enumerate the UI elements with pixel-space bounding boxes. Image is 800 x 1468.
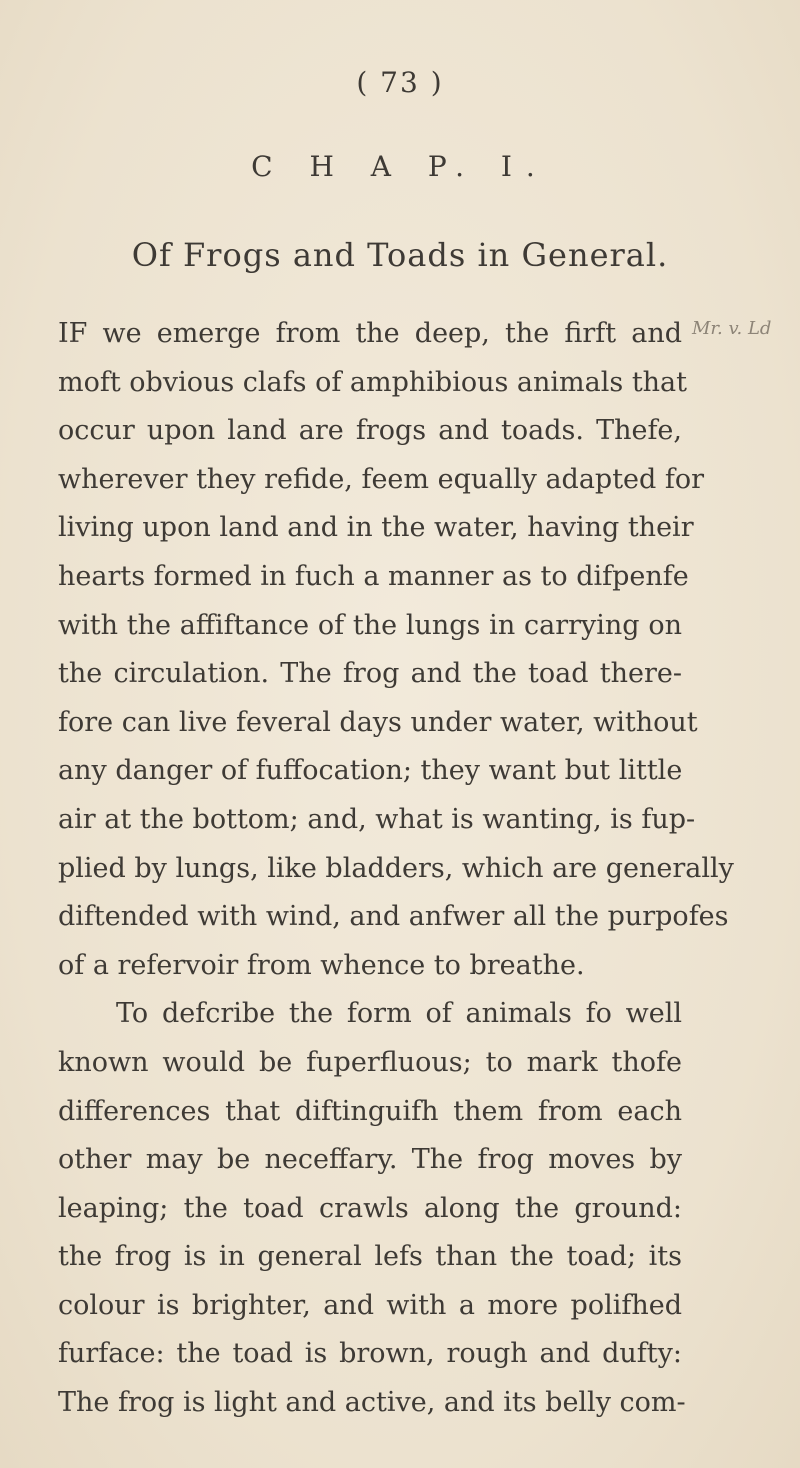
text-line: The frog is light and active, and its belly com- <box>58 1387 686 1419</box>
text-line: plied by lungs, like bladders, which are generally <box>58 852 734 884</box>
chapter-heading: C H A P. I. <box>251 150 549 183</box>
text-line: occur upon land are frogs and toads. Thefe, <box>58 415 682 447</box>
text-line: To defcribe the form of animals fo well <box>116 998 682 1030</box>
text-line: any danger of fuffocation; they want but little <box>58 755 683 787</box>
margin-note: Mr. v. Ld <box>692 318 772 339</box>
text-line: of a refervoir from whence to breathe. <box>58 949 585 981</box>
text-line: the frog is in general lefs than the toad; its <box>58 1241 682 1273</box>
text-line: the circulation. The frog and the toad there- <box>58 658 682 690</box>
text-line: differences that diftinguifh them from each <box>58 1095 682 1127</box>
text-line: wherever they refide, feem equally adapted for <box>58 463 705 495</box>
text-line: leaping; the toad crawls along the ground: <box>58 1192 682 1224</box>
text-line: colour is brighter, and with a more polifhed <box>58 1289 682 1321</box>
text-line: moft obvious clafs of amphibious animals that <box>58 366 688 398</box>
text-line: hearts formed in fuch a manner as to difpenfe <box>58 560 689 592</box>
text-line: other may be neceffary. The frog moves by <box>58 1144 682 1176</box>
text-line: known would be fuperfluous; to mark thofe <box>58 1046 682 1078</box>
text-line: living upon land and in the water, having their <box>58 512 694 544</box>
text-line: air at the bottom; and, what is wanting, is fup- <box>58 803 696 835</box>
text-line: IF we emerge from the deep, the firft and <box>58 318 682 349</box>
page-number: ( 73 ) <box>356 66 444 99</box>
text-line: furface: the toad is brown, rough and dufty: <box>58 1338 682 1370</box>
section-title: Of Frogs and Toads in General. <box>131 236 669 274</box>
text-line: with the affiftance of the lungs in carrying on <box>58 609 682 641</box>
text-line: fore can live feveral days under water, without <box>58 706 698 738</box>
text-line: diftended with wind, and anfwer all the purpofes <box>58 901 729 933</box>
